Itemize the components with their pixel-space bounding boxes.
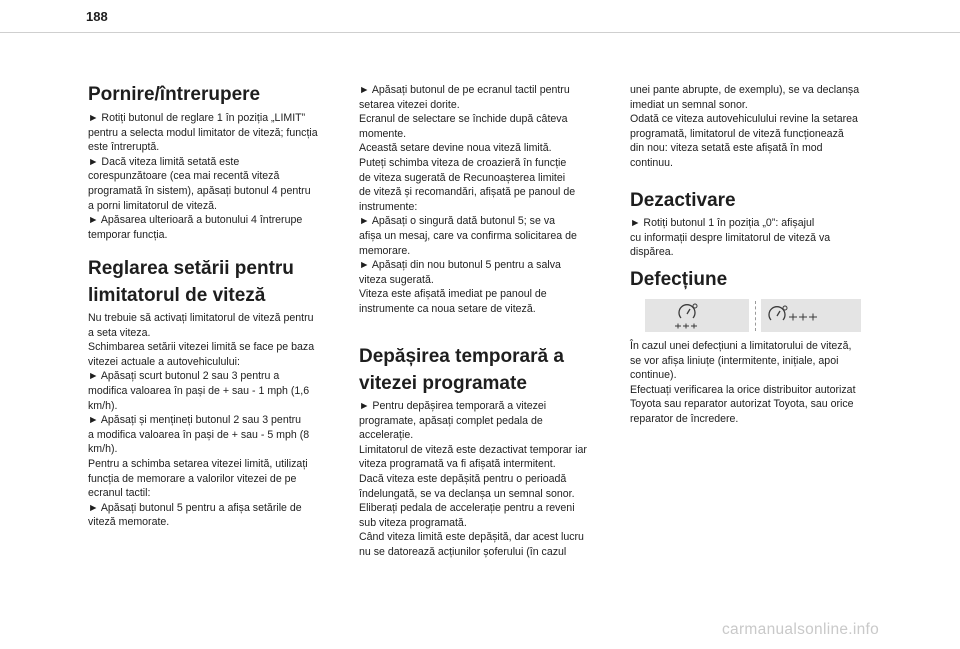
display-separator	[755, 301, 756, 331]
paragraph-dezactivare: ► Rotiți butonul 1 în poziția „0”: afișajul cu informații despre limitatorul de viteză va dispărea.	[630, 217, 831, 259]
display-panel-left	[645, 299, 749, 332]
header-divider	[0, 32, 960, 33]
watermark-text: carmanualsonline.info	[722, 621, 880, 638]
paragraph-depasirea: ► Pentru depășirea temporară a vitezei programate, apăsați complet pedala de accelerație. Limitatorul de viteză este dezactivat temporar iar viteza programată va fi afișată intermitent. Dacă viteza este depășită pentru o perioadă îndelungată, se va declanșa un semnal sonor. Eliberați pedala de accelerație pentru a reveni sub viteza programată. Când viteza limită este depășită, dar acest lucru nu se datorează acțiunilor șoferului (în cazul	[359, 400, 587, 558]
heading-defectiune: Defecțiune	[630, 269, 728, 290]
speed-limiter-dashes-icon-2	[761, 299, 861, 332]
defect-display-illustration	[645, 299, 861, 332]
paragraph-continuare: unei pante abrupte, de exemplu), se va declanșa imediat un semnal sonor. Odată ce viteza autovehiculului revine la setarea programată, limitatorul de viteză funcționează din nou: viteza setată este afișată în mod continuu.	[630, 84, 860, 169]
paragraph-ecran-tactil: ► Apăsați butonul de pe ecranul tactil pentru setarea vitezei dorite. Ecranul de selectare se închide după câteva momente. Această setare devine noua viteză limită. Puteți schimba viteza de croazieră în funcție de viteza sugerată de Recunoașterea limitei de viteză și recomandări, afișată pe panoul de instrumente: ► Apăsați o singură dată butonul 5; se va afișa un mesaj, care va confirma solicitarea de memorare. ► Apăsați din nou butonul 5 pentru a salva viteza sugerată. Viteza este afișată imediat pe panoul de instrumente ca noua setare de viteză.	[359, 84, 577, 315]
page-number: 188	[86, 9, 108, 24]
heading-reglarea-line2: limitatorul de viteză	[88, 285, 266, 306]
heading-depasirea-line2: vitezei programate	[359, 373, 527, 394]
heading-dezactivare: Dezactivare	[630, 190, 736, 211]
paragraph-pornire: ► Rotiți butonul de reglare 1 în poziția „LIMIT” pentru a selecta modul limitator de viteză; funcția este întreruptă. ► Dacă viteza limită setată este corespunzătoare (cea mai recentă viteză programată în sistem), apăsați butonul 4 pentru a porni limitatorul de viteză. ► Apăsarea ulterioară a butonului 4 întrerupe temporar funcția.	[88, 112, 318, 241]
heading-reglarea-line1: Reglarea setării pentru	[88, 258, 294, 279]
paragraph-reglarea: Nu trebuie să activați limitatorul de viteză pentru a seta viteza. Schimbarea setării vitezei limită se face pe baza vitezei actuale a autovehiculului: ► Apăsați scurt butonul 2 sau 3 pentru a modifica valoarea în pași de + sau - 1 mph (1,6 km/h). ► Apăsați și mențineți butonul 2 sau 3 pentru a modifica valoarea în pași de + sau - 5 mph (8 km/h). Pentru a schimba setarea vitezei limită, utilizați funcția de memorare a valorilor vitezei de pe ecranul tactil: ► Apăsați butonul 5 pentru a afișa setările de viteză memorate.	[88, 312, 315, 529]
paragraph-defectiune: În cazul unei defecțiuni a limitatorului de viteză, se vor afișa liniuțe (intermitente, inițiale, apoi continue). Efectuați verificarea la orice distribuitor autorizat Toyota sau reparator autorizat Toyota, sau orice reparator de încredere.	[630, 340, 856, 425]
display-panel-right	[761, 299, 861, 332]
speed-limiter-dashes-icon	[645, 299, 749, 332]
heading-depasirea-line1: Depășirea temporară a	[359, 346, 564, 367]
heading-pornire: Pornire/întrerupere	[88, 84, 261, 105]
